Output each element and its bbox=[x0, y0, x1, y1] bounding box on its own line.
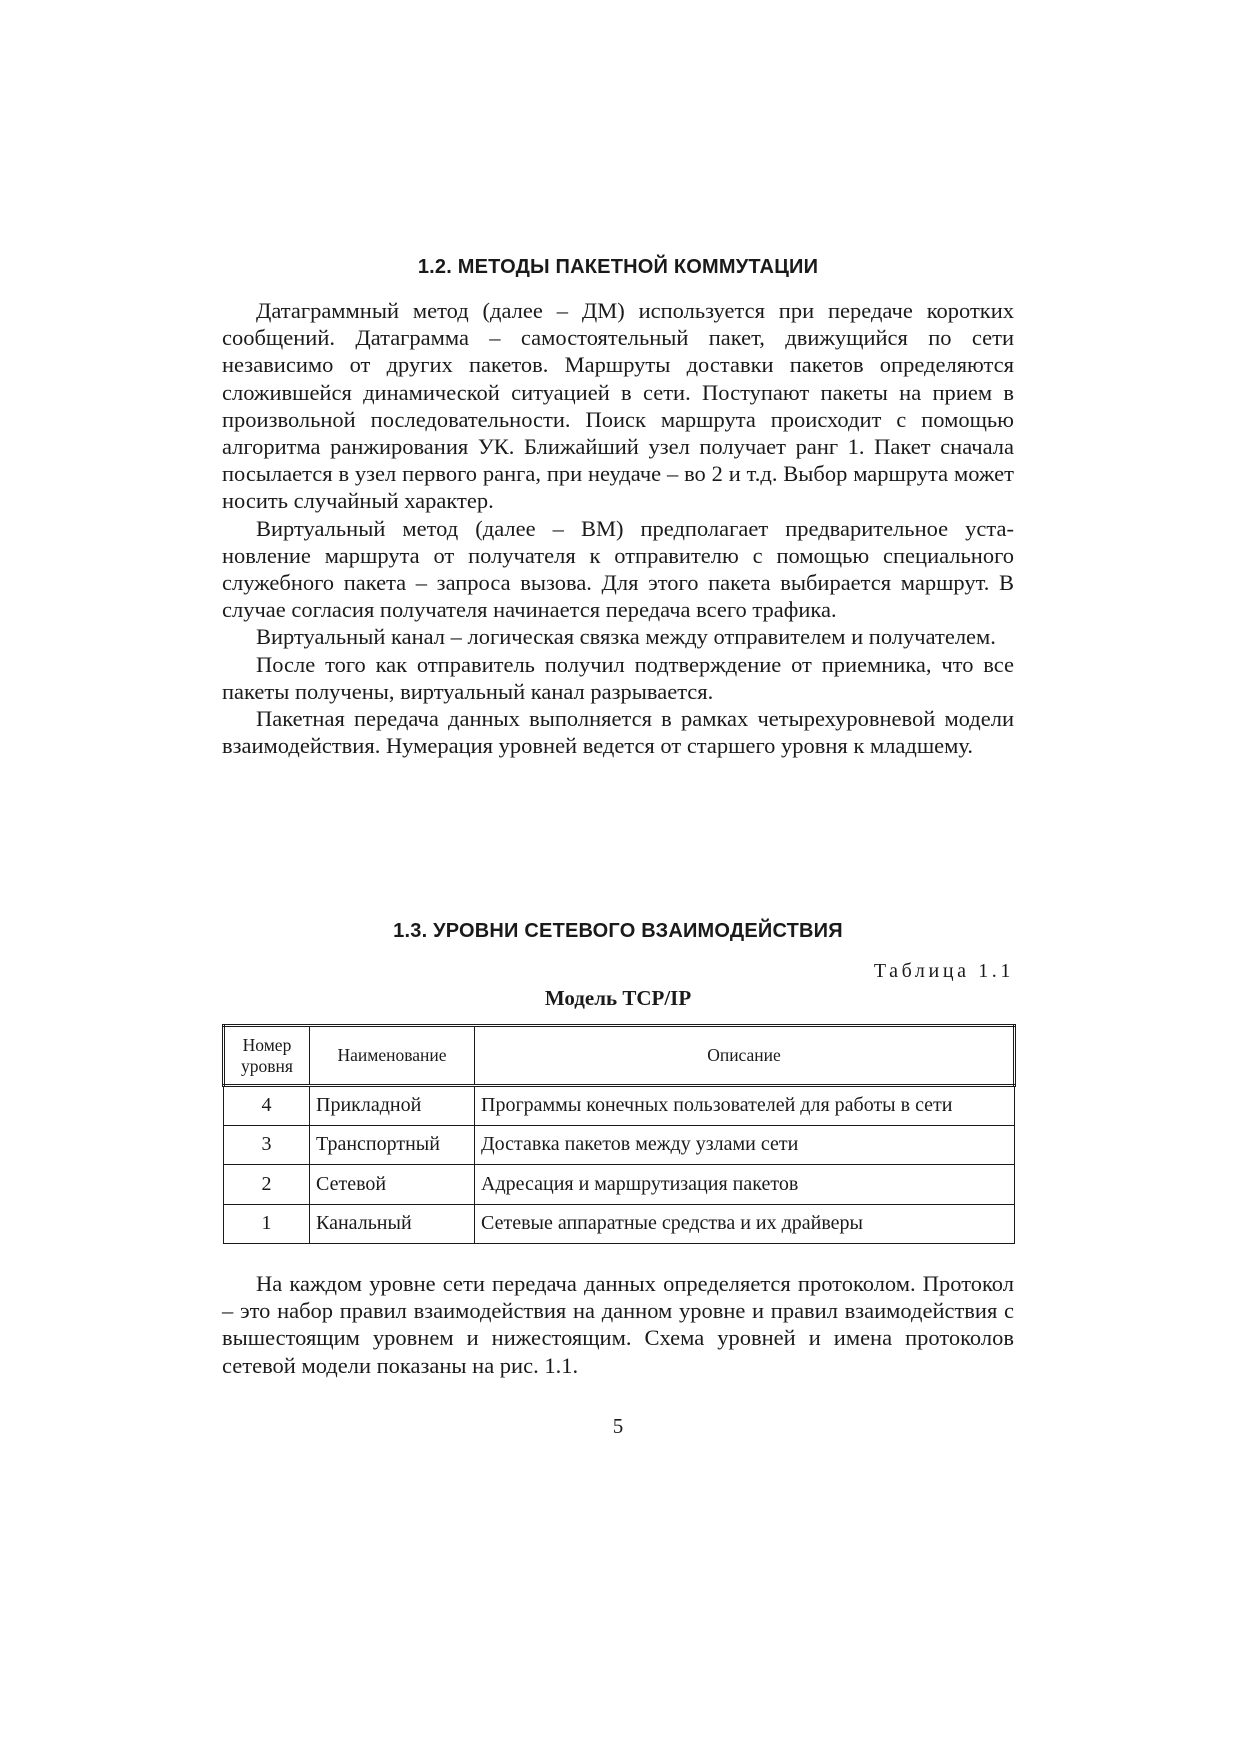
level-number-cell: 3 bbox=[224, 1125, 310, 1165]
page-number: 5 bbox=[612, 1414, 624, 1438]
level-number-cell: 1 bbox=[224, 1204, 310, 1244]
tcp-ip-model-table bbox=[222, 1024, 1016, 1244]
paragraph: После того как отправитель получил подтверждение от приемника, что все пакеты получены, виртуальный канал разрывается. bbox=[222, 651, 1014, 704]
level-name-cell: Канальный bbox=[310, 1204, 475, 1244]
table-title: Модель TCP/IP bbox=[544, 986, 692, 1010]
header-name: Наименование bbox=[310, 1026, 475, 1086]
table-row bbox=[224, 1125, 1015, 1165]
level-number-cell: 2 bbox=[224, 1165, 310, 1205]
level-name-cell: Сетевой bbox=[310, 1165, 475, 1205]
level-description-cell: Доставка пакетов между узлами сети bbox=[475, 1125, 1015, 1165]
level-name-cell: Транспортный bbox=[310, 1125, 475, 1165]
section-1-2-heading: 1.2. МЕТОДЫ ПАКЕТНОЙ КОММУТАЦИИ bbox=[417, 256, 819, 278]
table-caption: Таблица 1.1 bbox=[873, 960, 1014, 982]
header-level-number: Номер уровня bbox=[224, 1026, 310, 1086]
level-name-cell: Прикладной bbox=[310, 1086, 475, 1126]
level-description-cell: Сетевые аппаратные средства и их драйверы bbox=[475, 1204, 1015, 1244]
section-1-2-body bbox=[222, 297, 1014, 759]
paragraph: Датаграммный метод (далее – ДМ) используется при передаче коротких сообщений. Датаграмма – самостоятельный пакет, движущийся по сети независимо от других пакетов. Маршруты доставки пакетов определяются сложившейся динамической ситуацией в сети. Поступают пакеты на прием в произвольной последовательности. Поиск маршрута происходит с помощью алгоритма ранжирования УК. Ближайший узел получает ранг 1. Пакет сначала посылается в узел первого ранга, при неудаче – во 2 и т.д. Выбор маршрута может носить случайный характер. bbox=[222, 298, 1014, 514]
paragraph: Виртуальный канал – логическая связка между отправителем и получателем. bbox=[256, 624, 996, 650]
header-description: Описание bbox=[475, 1026, 1015, 1086]
section-1-3-heading: 1.3. УРОВНИ СЕТЕВОГО ВЗАИМОДЕЙСТВИЯ bbox=[393, 920, 843, 942]
level-description-cell: Адресация и маршрутизация пакетов bbox=[475, 1165, 1015, 1205]
level-number-cell: 4 bbox=[224, 1086, 310, 1126]
table-header-row bbox=[224, 1026, 1015, 1086]
table-row bbox=[224, 1165, 1015, 1205]
paragraph: Виртуальный метод (далее – ВМ) предполагает предварительное установление маршрута от получателя к отправителю с помощью специального служебного пакета – запроса вызова. Для этого пакета выбирается маршрут. В случае согласия получателя начинается передача всего трафика. bbox=[222, 515, 1014, 623]
paragraph: Пакетная передача данных выполняется в рамках четырехуровневой модели взаимодействия. Нумерация уровней ведется от старшего уровня к младшему. bbox=[222, 706, 1014, 759]
table-row bbox=[224, 1204, 1015, 1244]
level-description-cell: Программы конечных пользователей для работы в сети bbox=[475, 1086, 1015, 1126]
paragraph: На каждом уровне сети передача данных определяется протоколом. Протокол – это набор правил взаимодействия на данном уровне и правил взаимодействия с вышестоящим уровнем и нижестоящим. Схема уровней и имена протоколов сетевой модели показаны на рис. 1.1. bbox=[222, 1271, 1014, 1378]
section-1-3-body bbox=[222, 1270, 1014, 1379]
table-row bbox=[224, 1086, 1015, 1126]
